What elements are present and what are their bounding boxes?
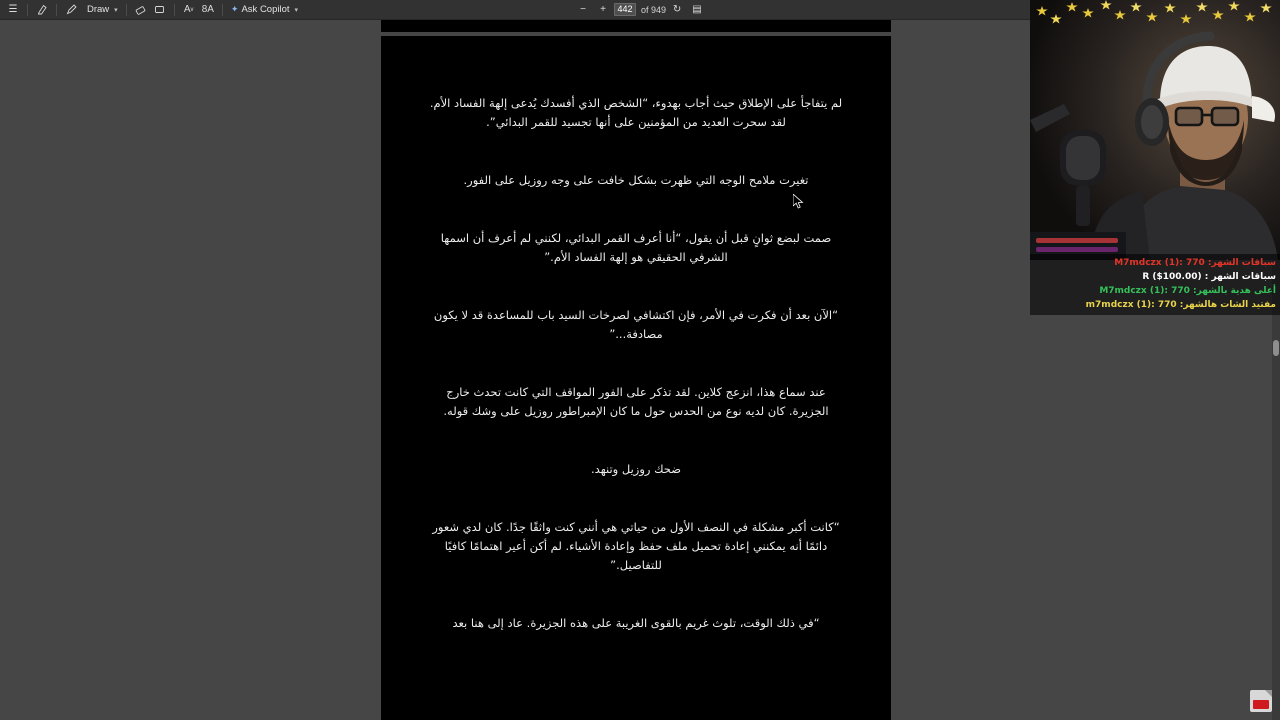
vertical-scrollbar-thumb[interactable] (1273, 340, 1279, 356)
paragraph: صمت لبضع ثوانٍ قبل أن يقول، “أنا أعرف القمر البدائي، لكنني لم أعرف أن اسمها الشرفي الحقيقي هو إلهة الفساد الأم.” (440, 231, 832, 264)
draw-label: Draw (87, 4, 110, 15)
pdf-logo (1250, 690, 1272, 712)
page-text-content (381, 36, 891, 633)
zoom-out-button[interactable]: − (580, 4, 586, 15)
shape-icon[interactable] (151, 1, 169, 19)
chevron-down-icon[interactable]: ▾ (114, 6, 118, 14)
stream-info-line: أعلى هدية بالشهر: M7mdczx (1): 770 (1099, 286, 1276, 296)
paragraph-spacer (425, 365, 847, 383)
stream-info-line: مفتيد الشات هالشهر: m7mdczx (1): 770 (1085, 300, 1276, 310)
toolbar-divider (126, 4, 127, 16)
paragraph: تغيرت ملامح الوجه التي ظهرت بشكل خافت على وجه روزيل على الفور. (463, 173, 809, 187)
paragraph-spacer (425, 500, 847, 518)
toolbar-divider (222, 4, 223, 16)
zoom-in-button[interactable]: + (600, 4, 606, 15)
draw-tool-button[interactable] (81, 1, 121, 19)
paragraph: “في ذلك الوقت، تلوث غريم بالقوى الغريبة على هذه الجزيرة. عاد إلى هنا بعد (452, 616, 820, 630)
confetti-overlay (1030, 0, 1280, 260)
paragraph-spacer (425, 153, 847, 171)
paragraph: “الآن بعد أن فكرت في الأمر، فإن اكتشافي لصرخات السيد باب للمساعدة قد لا يكون مصادفة...” (433, 308, 839, 341)
page-total-label: of 949 (640, 4, 667, 15)
text-options-icon[interactable]: 8A (201, 4, 214, 15)
stream-info-line: سباقات الشهر : R ($100.00) (1142, 272, 1276, 282)
paragraph: عند سماع هذا، انزعج كلاين. لقد تذكر على الفور المواقف التي كانت تحدث خارج الجزيرة. كان لديه نوع من الحدس حول ما كان الإمبراطور روزيل على وشك قوله. (443, 385, 829, 418)
toolbar-center-group (574, 1, 706, 19)
paragraph: لم يتفاجأ على الإطلاق حيث أجاب بهدوء، “الشخص الذي أفسدك يُدعى إلهة الفساد الأم. لقد سحرت العديد من المؤمنين على أنها تجسيد للقمر البدائي”. (429, 96, 843, 129)
page-layout-icon[interactable]: ▤ (692, 4, 702, 15)
previous-page-edge (381, 20, 891, 32)
read-aloud-icon[interactable]: A v (183, 4, 194, 15)
ask-copilot-label: Ask Copilot (241, 4, 290, 15)
page-number-input[interactable]: 442 (614, 3, 636, 16)
menu-icon[interactable]: ☰ (8, 4, 18, 15)
pdf-icon (1250, 690, 1272, 712)
stream-info-overlay (1030, 254, 1280, 315)
pdf-page (381, 36, 891, 718)
streamer-webcam[interactable] (1030, 0, 1280, 260)
paragraph-spacer (425, 211, 847, 229)
paragraph-spacer (425, 288, 847, 306)
paragraph: ضحك روزيل وتنهد. (591, 462, 681, 476)
stream-info-line: سباقات الشهر: M7mdczx (1): 770 (1114, 258, 1276, 268)
paragraph-spacer (425, 596, 847, 614)
highlighter-icon[interactable] (33, 1, 51, 19)
copilot-icon: ✦ (230, 4, 239, 14)
rotate-icon[interactable]: ↻ (672, 4, 682, 15)
toolbar-divider (27, 4, 28, 16)
toolbar-divider (56, 4, 57, 16)
pen-icon[interactable] (62, 1, 80, 19)
chevron-down-icon[interactable]: ▾ (294, 6, 299, 14)
next-page-edge (381, 708, 891, 720)
toolbar-divider (174, 4, 175, 16)
toolbar-left-group (4, 1, 301, 19)
paragraph: “كانت أكبر مشكلة في النصف الأول من حياتي هي أنني كنت واثقًا جدًا. كان لدي شعور دائمًا أنه يمكنني إعادة تحميل ملف حفظ وإعادة الأشياء. لم أكن أعير اهتمامًا كافيًا للتفاصيل.” (432, 520, 840, 572)
paragraph-spacer (425, 442, 847, 460)
ask-copilot-button[interactable] (228, 1, 301, 19)
eraser-icon[interactable] (132, 1, 150, 19)
